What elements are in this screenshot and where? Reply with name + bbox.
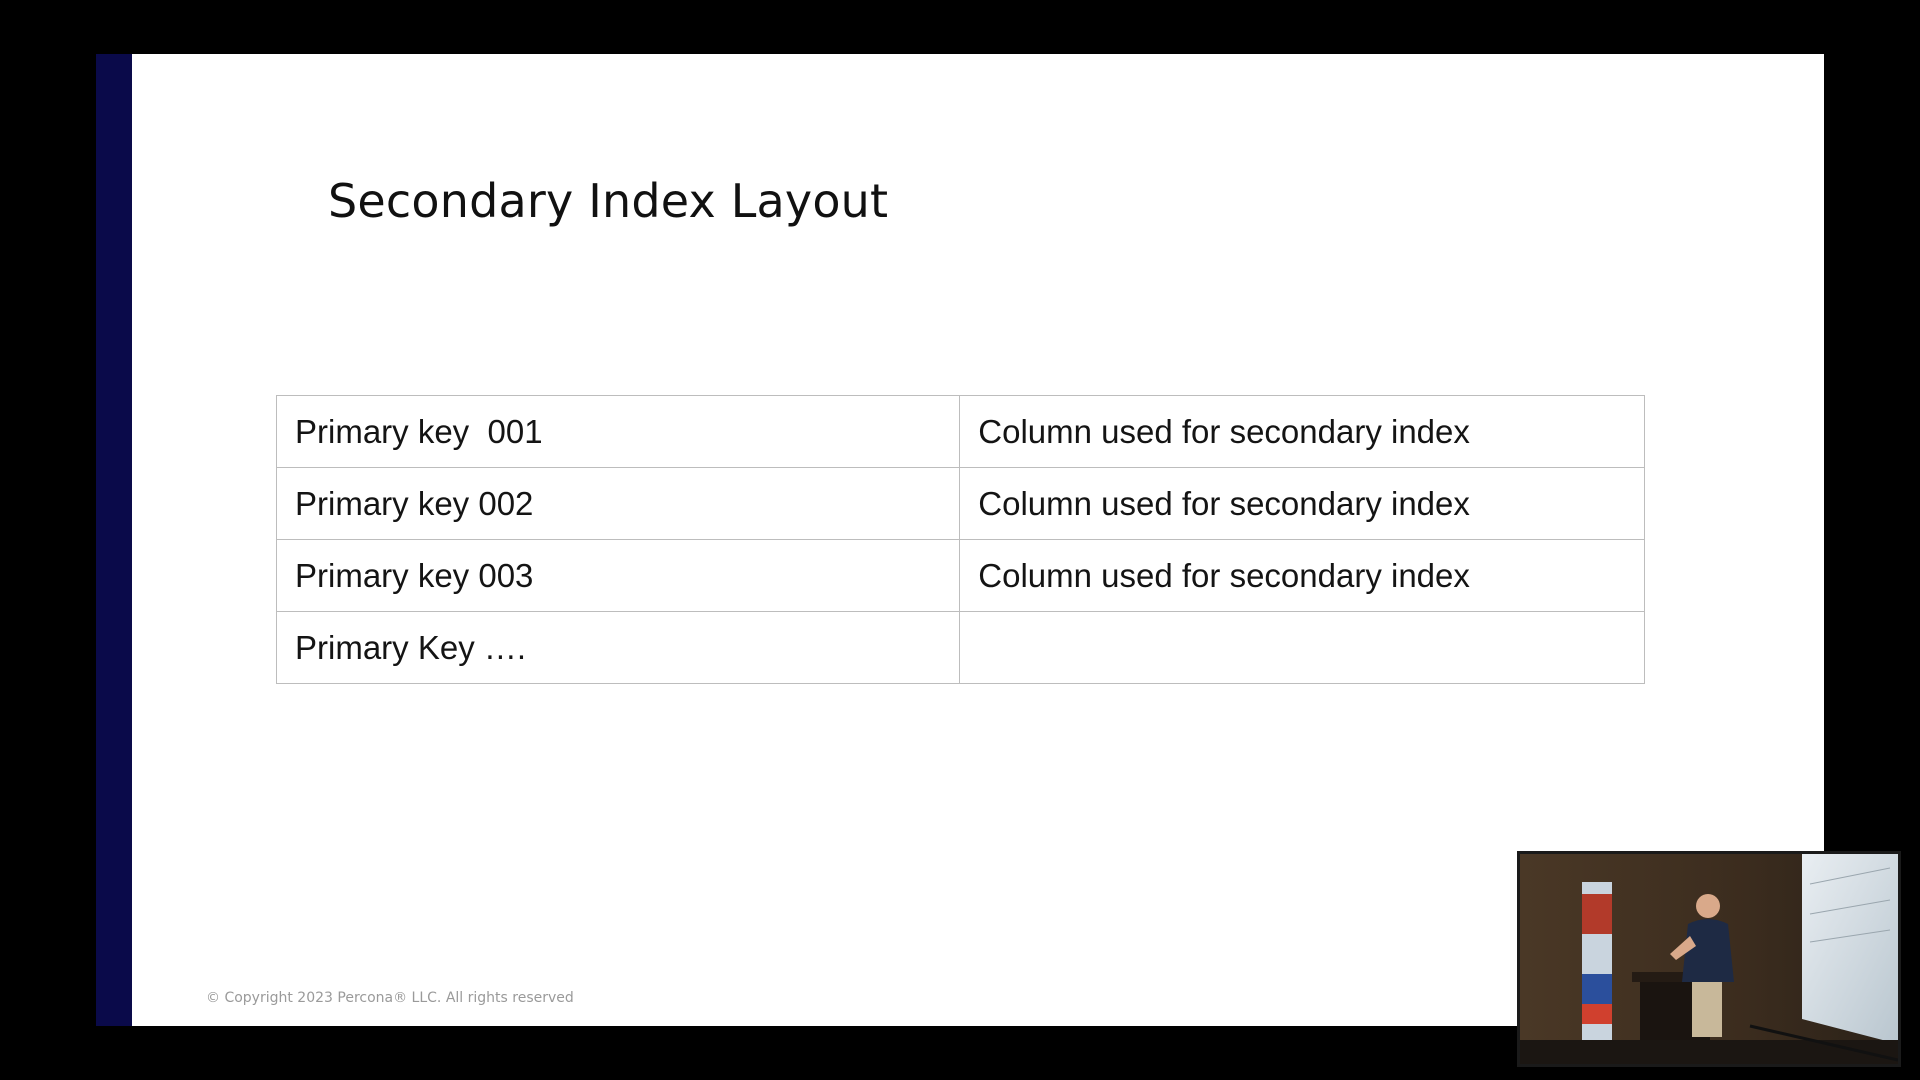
index-column-cell: Column used for secondary index [960, 468, 1645, 540]
table-row [277, 612, 1645, 684]
index-column-cell: Column used for secondary index [960, 540, 1645, 612]
slide-accent-bar [96, 54, 132, 1026]
table-row [277, 540, 1645, 612]
copyright-footer: © Copyright 2023 Percona® LLC. All rights reserved [206, 990, 574, 1006]
presenter-video-icon [1520, 854, 1898, 1064]
primary-key-cell: Primary key 001 [277, 396, 960, 468]
index-column-cell [960, 612, 1645, 684]
primary-key-cell: Primary key 003 [277, 540, 960, 612]
index-column-cell: Column used for secondary index [960, 396, 1645, 468]
slide-title: Secondary Index Layout [328, 174, 889, 228]
primary-key-cell: Primary key 002 [277, 468, 960, 540]
table-row [277, 468, 1645, 540]
primary-key-cell: Primary Key …. [277, 612, 960, 684]
table-row [277, 396, 1645, 468]
secondary-index-table [276, 395, 1645, 684]
presenter-video-inset [1517, 851, 1901, 1067]
